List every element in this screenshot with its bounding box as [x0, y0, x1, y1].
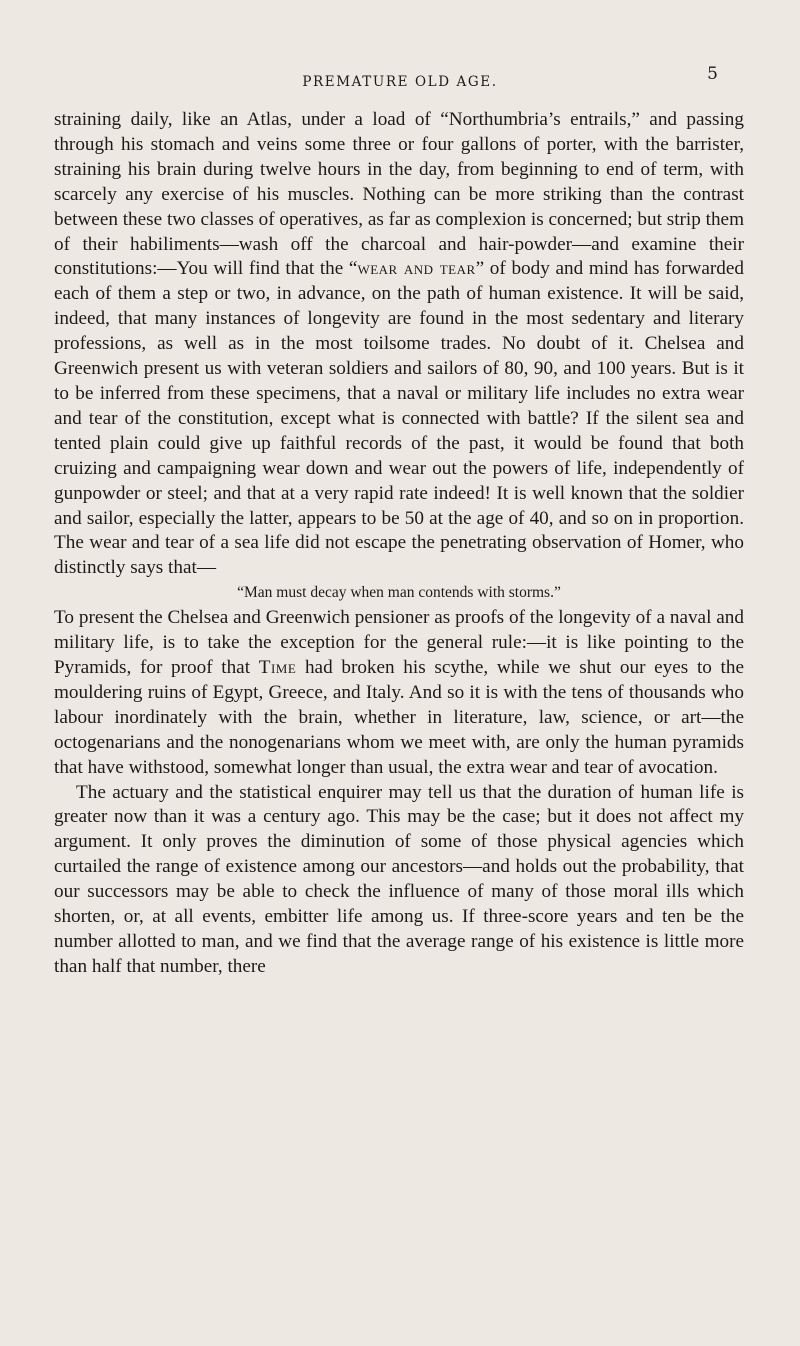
paragraph-2-text-b: had broken his scythe, while we shut our eyes to the mouldering ruins of Egypt, Greece, and Italy. And so it is with the tens of thousands who labour inordinately with the brain, whether in literature, law, science, or art—the octogenarians and the nonogenarians whom we meet with, are only the human pyramids that have withstood, somewhat longer than usual, the extra wear and tear of avocation. [54, 657, 744, 778]
paragraph-1 [54, 108, 744, 581]
small-caps-wear-and-tear: wear and tear [357, 258, 476, 280]
paragraph-2 [54, 606, 744, 780]
paragraph-1-text-a: straining daily, like an Atlas, under a load of “Northumbria’s entrails,” and passing through his stomach and veins some three or four gallons of porter, with the barrister, straining his brain during twelve hours in the day, from beginning to end of term, with scarcely any exercise of his muscles. Nothing can be more striking than the contrast between these two classes of operatives, as far as complexion is concerned; but strip them of their habiliments—wash off the charcoal and hair-powder—and examine their constitutions:—You will find that the “ [54, 109, 745, 280]
running-head [0, 64, 800, 94]
paragraph-2-text-a: To present the Chelsea and Greenwich pensioner as proofs of the longevity of a naval and military life, is to take the exception for the general rule:—it is like pointing to the Pyramids, for proof that [54, 607, 744, 679]
body-text [54, 108, 744, 980]
running-title: PREMATURE OLD AGE. [302, 74, 498, 90]
paragraph-1-text-b: ” of body and mind has forwarded each of them a step or two, in advance, on the path of human existence. It will be said, indeed, that many instances of longevity are found in the most sedentary and literary professions, as well as in the most toilsome trades. No doubt of it. Chelsea and Greenwich present us with veteran soldiers and sailors of 80, 90, and 100 years. But is it to be inferred from these specimens, that a naval or military life includes no extra wear and tear of the constitution, except what is connected with battle? If the silent sea and tented plain could give up faithful records of the past, it would be found that both cruizing and campaigning wear down and wear out the powers of life, independently of gunpowder or steel; and that at a very rapid rate indeed! It is well known that the soldier and sailor, especially the latter, appears to be 50 at the age of 40, and so on in proportion. The wear and tear of a sea life did not escape the penetrating observation of Homer, who distinctly says that— [54, 258, 744, 579]
small-caps-time: Time [258, 657, 297, 679]
page-number: 5 [707, 64, 718, 84]
homer-quotation: “Man must decay when man contends with storms.” [237, 584, 561, 602]
paragraph-3: The actuary and the statistical enquirer may tell us that the duration of human life is greater now than it was a century ago. This may be the case; but it does not affect my argument. It only proves the diminution of some of those physical agencies which curtailed the range of existence among our ancestors—and holds out the probability, that our successors may be able to check the influence of many of those moral ills which shorten, or, at all events, embitter life among us. If three-score years and ten be the number allotted to man, and we find that the average range of his existence is little more than half that number, there [54, 781, 744, 977]
